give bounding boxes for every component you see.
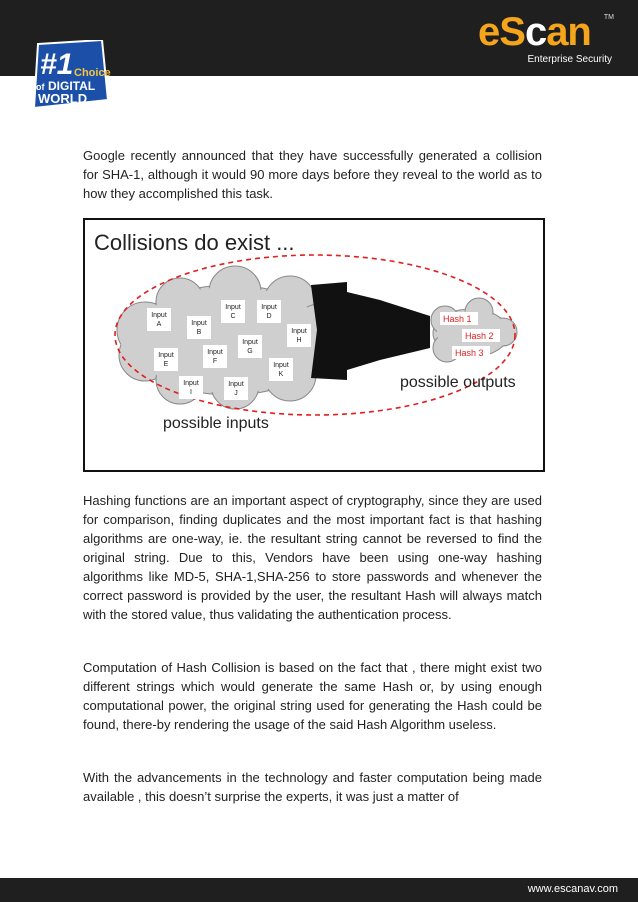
escan-logo — [478, 10, 618, 66]
input-box — [257, 300, 281, 323]
input-letter: A — [156, 321, 162, 328]
badge-of: of — [36, 82, 45, 92]
badge-number: #1 — [40, 48, 74, 81]
input-word: Input — [183, 380, 199, 387]
possible-outputs-label: possible outputs — [400, 374, 516, 391]
input-letter: H — [296, 337, 302, 344]
input-word: Input — [228, 381, 244, 388]
paragraph-hashing: Hashing functions are an important aspect of cryptography, since they are used for comparison, finding duplicates and the most important fact is that hashing algorithms are one-way, ie. the resultant string cannot be reversed to find the original string. Due to this, Vendors have been using one-way hashing algorithms like MD-5, SHA-1,SHA-256 to store passwords and whenever the correct password is provided by the user, the resultant Hash will always match with the stored value, thus validating the authentication process. — [83, 493, 542, 622]
input-word: Input — [158, 352, 174, 359]
input-letter: B — [196, 329, 202, 336]
footer-website-link[interactable]: www.escanav.com — [527, 883, 618, 895]
input-letter: C — [230, 313, 236, 320]
input-box — [179, 376, 203, 399]
badge-world: WORLD — [38, 91, 88, 106]
hash-label: Hash 1 — [443, 314, 472, 324]
brand-tagline: Enterprise Security — [527, 54, 612, 65]
input-letter: E — [163, 361, 169, 368]
input-letter: G — [247, 348, 253, 355]
trademark: TM — [603, 14, 614, 21]
input-box — [187, 316, 211, 339]
input-word: Input — [151, 312, 167, 319]
choice-badge-logo — [30, 40, 116, 120]
paragraph-collision: Computation of Hash Collision is based on the fact that , there might exist two different strings which would generate the same Hash or, by using enough computational power, the original string used for generating the Hash could be found, there-by rendering the usage of the said Hash Algorithm useless. — [83, 660, 542, 732]
input-letter: J — [234, 390, 238, 397]
brand-name-post: an — [546, 10, 591, 54]
collision-diagram — [83, 218, 545, 472]
input-box — [287, 324, 311, 347]
input-word: Input — [261, 304, 277, 311]
input-word: Input — [225, 304, 241, 311]
figure-title: Collisions do exist ... — [94, 230, 295, 255]
brand-name-pre: eS — [478, 10, 525, 54]
input-word: Input — [273, 362, 289, 369]
input-word: Input — [207, 349, 223, 356]
hash-function-funnel — [311, 282, 430, 380]
badge-choice: Choice — [74, 67, 111, 79]
input-box — [238, 335, 262, 358]
hash-label: Hash 3 — [455, 348, 484, 358]
input-box — [147, 308, 171, 331]
paragraph-intro: Google recently announced that they have successfully generated a collision for SHA-1, although it would 90 more days before they reveal to the world as to how they accomplished this task. — [83, 148, 542, 201]
input-box — [269, 358, 293, 381]
input-word: Input — [191, 320, 207, 327]
possible-inputs-label: possible inputs — [163, 415, 269, 432]
badge-digital: DIGITAL — [48, 79, 96, 93]
collision-diagram-svg — [85, 220, 543, 470]
input-letter: K — [278, 371, 284, 378]
paragraph-advancements: With the advancements in the technology and faster computation being made available , this doesn’t surprise the experts, it was just a matter of — [83, 770, 542, 804]
brand-name — [478, 10, 591, 54]
hash-label: Hash 2 — [465, 331, 494, 341]
input-word: Input — [291, 328, 307, 335]
input-word: Input — [242, 339, 258, 346]
input-letter: F — [212, 358, 218, 365]
page-footer — [0, 878, 638, 902]
page-header — [0, 0, 638, 106]
input-letter: I — [190, 389, 192, 396]
input-letter: D — [266, 313, 272, 320]
input-box — [221, 300, 245, 323]
input-box — [154, 348, 178, 371]
input-box — [203, 345, 227, 368]
brand-name-c: c — [524, 10, 547, 54]
input-box — [224, 377, 248, 400]
